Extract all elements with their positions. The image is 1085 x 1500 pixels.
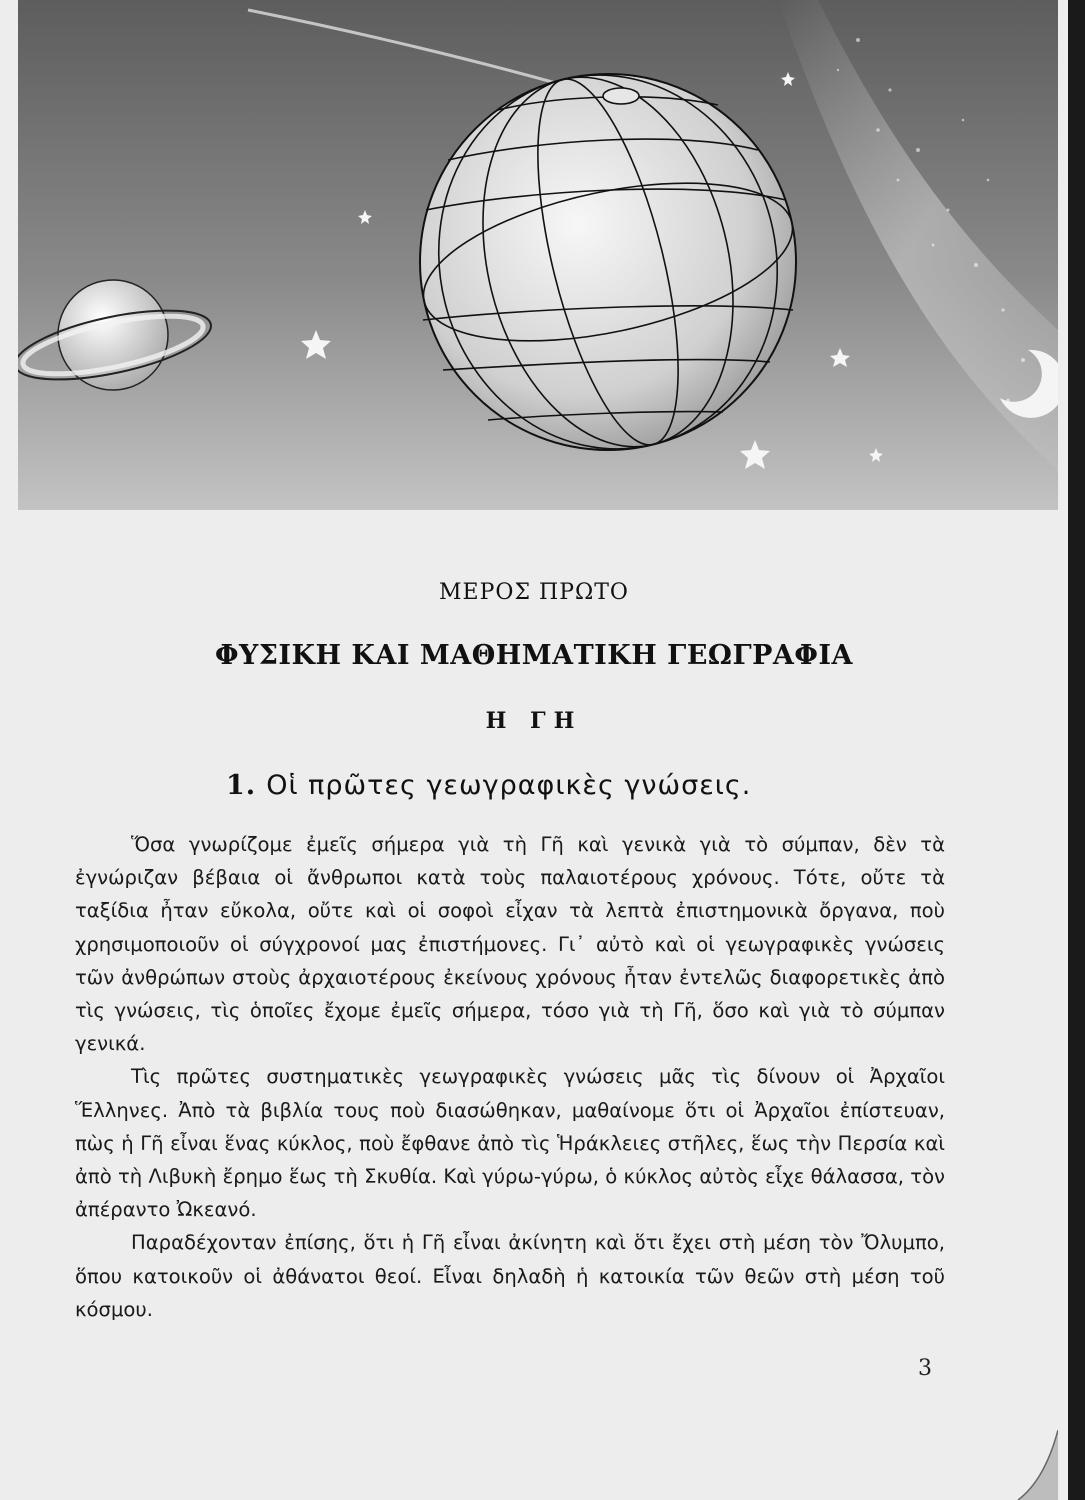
- space-illustration: [18, 0, 1058, 510]
- section-title: Η ΓΗ: [485, 708, 583, 734]
- book-edge: [1068, 0, 1085, 1500]
- page-curl-icon: [1008, 1430, 1058, 1500]
- chapter-number: 1.: [226, 770, 257, 801]
- page-number: 3: [918, 1356, 932, 1381]
- paragraph: Ὅσα γνωρίζομε ἐμεῖς σήμερα γιὰ τὴ Γῆ καὶ γενικὰ γιὰ τὸ σύμπαν, δὲν τὰ ἐγνώριζαν βέβαια οἱ ἄνθρωποι κατὰ τοὺς παλαιοτέρους χρόνους. Τότε, οὔτε τὰ ταξίδια ἦταν εὔκολα, οὔτε καὶ οἱ σοφοὶ εἶχαν τὰ λεπτὰ ἐπιστημονικὰ ὄργανα, ποὺ χρησιμοποιοῦν οἱ σύγχρονοί μας ἐπιστήμονες. Γι᾽ αὐτὸ καὶ οἱ γεωγραφικὲς γνώσεις τῶν ἀνθρώπων στοὺς ἀρχαιοτέρους ἐκείνους χρόνους ἦταν ἐντελῶς διαφορετικὲς ἀπὸ τὶς γνώσεις, τὶς ὁποῖες ἔχομε ἐμεῖς σήμερα, τόσο γιὰ τὴ Γῆ, ὅσο καὶ γιὰ τὸ σύμπαν γενικά.: [75, 833, 945, 1056]
- part-title: ΜΕΡΟΣ ΠΡΩΤΟ: [439, 580, 629, 605]
- body-text: [75, 828, 945, 1326]
- chapter-heading: [226, 770, 751, 801]
- paragraph: Παραδέχονταν ἐπίσης, ὅτι ἡ Γῆ εἶναι ἀκίνητη καὶ ὅτι ἔχει στὴ μέση τὸν Ὄλυμπο, ὅπου κατοικοῦν οἱ ἀθάνατοι θεοί. Εἶναι δηλαδὴ ἡ κατοικία τῶν θεῶν στὴ μέση τοῦ κόσμου.: [75, 1231, 945, 1321]
- paragraph: Τὶς πρῶτες συστηματικὲς γεωγραφικὲς γνώσεις μᾶς τὶς δίνουν οἱ Ἀρχαῖοι Ἕλληνες. Ἀπὸ τὰ βιβλία τους ποὺ διασώθηκαν, μαθαίνομε ὅτι οἱ Ἀρχαῖοι ἐπίστευαν, πὼς ἡ Γῆ εἶναι ἕνας κύκλος, ποὺ ἔφθανε ἀπὸ τὶς Ἡράκλειες στῆλες, ἕως τὴν Περσία καὶ ἀπὸ τὴ Λιβυκὴ ἔρημο ἕως τὴ Σκυθία. Καὶ γύρω-γύρω, ὁ κύκλος αὐτὸς εἶχε θάλασσα, τὸν ἀπέραντο Ὠκεανό.: [75, 1065, 945, 1222]
- chapter-title: Οἱ πρῶτες γεωγραφικὲς γνώσεις.: [266, 770, 752, 801]
- main-title: ΦΥΣΙΚΗ ΚΑΙ ΜΑΘΗΜΑΤΙΚΗ ΓΕΩΓΡΑΦΙΑ: [215, 640, 853, 671]
